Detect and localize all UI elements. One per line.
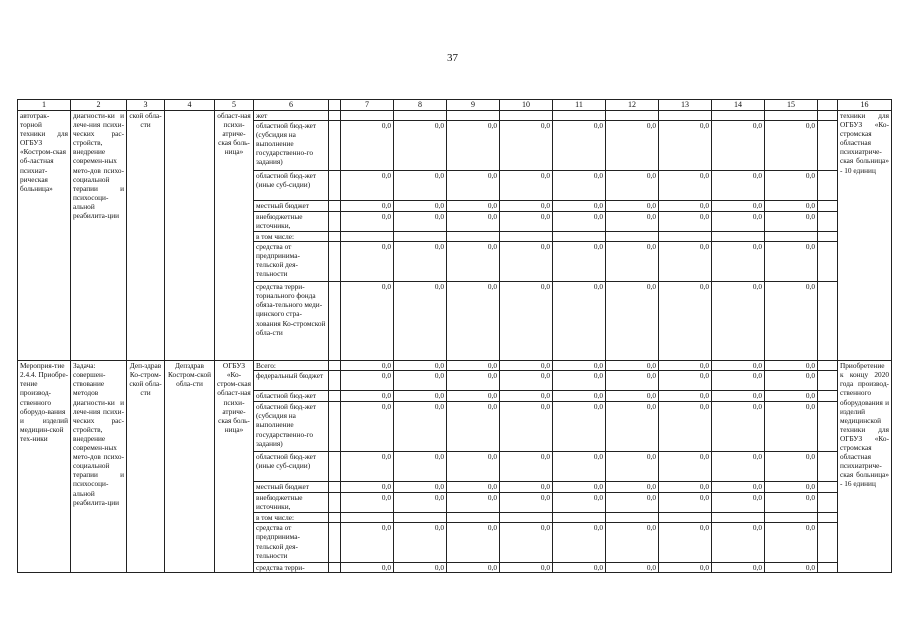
column-header: 6 [254,100,329,111]
value-cell: 0,0 [447,523,500,563]
value-cell: 0,0 [394,201,447,212]
spacer-cell [329,402,341,452]
value-cell: 0,0 [659,121,712,171]
column-header: 13 [659,100,712,111]
task-cell: Задача: совершен-ствование методов диагности-ки и лече-ния психи-ческих рас-стройств, внедрение современ-ных мето-дов психо-социальной терапии и психосоци-альной реабилита-ции [71,361,127,573]
value-cell: 0,0 [394,482,447,493]
value-cell: 0,0 [765,452,818,482]
funding-source-cell: областной бюд-жет (иные суб-сидии) [254,452,329,482]
value-cell: 0,0 [500,391,553,402]
value-cell: 0,0 [394,452,447,482]
table-row [18,111,892,121]
value-cell: 0,0 [606,282,659,361]
value-cell: 0,0 [341,482,394,493]
value-cell [712,111,765,121]
value-cell: 0,0 [341,452,394,482]
spacer-cell [818,201,838,212]
value-cell: 0,0 [765,212,818,232]
column-header: 4 [165,100,215,111]
coordinator-cell: Деп-здрав Ко-стром-ской обла-сти [127,361,165,573]
value-cell: 0,0 [659,201,712,212]
value-cell: 0,0 [553,121,606,171]
value-cell: 0,0 [712,212,765,232]
value-cell: 0,0 [394,563,447,573]
value-cell [606,111,659,121]
column-header: 15 [765,100,818,111]
value-cell [500,513,553,523]
value-cell: 0,0 [447,242,500,282]
funding-source-cell: средства от предпринима-тельской дея-тельности [254,523,329,563]
value-cell: 0,0 [341,391,394,402]
funding-source-cell: в том числе: [254,232,329,242]
value-cell [712,513,765,523]
value-cell: 0,0 [341,371,394,391]
spacer-cell [329,482,341,493]
value-cell [659,111,712,121]
value-cell: 0,0 [712,361,765,371]
value-cell [553,232,606,242]
column-header: 1 [18,100,71,111]
value-cell: 0,0 [341,361,394,371]
value-cell: 0,0 [553,171,606,201]
funding-source-cell: средства от предпринима-тельской дея-тельности [254,242,329,282]
value-cell: 0,0 [712,242,765,282]
value-cell [765,513,818,523]
funding-source-cell: внебюджетные источники, [254,493,329,513]
spacer-cell [818,361,838,371]
funding-source-cell: средства терри- [254,563,329,573]
value-cell: 0,0 [394,361,447,371]
value-cell: 0,0 [765,402,818,452]
value-cell [341,111,394,121]
value-cell: 0,0 [500,371,553,391]
value-cell: 0,0 [659,402,712,452]
value-cell [659,513,712,523]
value-cell: 0,0 [606,493,659,513]
spacer-cell [329,242,341,282]
value-cell: 0,0 [341,201,394,212]
spacer-cell [329,361,341,371]
value-cell: 0,0 [712,402,765,452]
spacer-cell [329,523,341,563]
value-cell: 0,0 [659,371,712,391]
value-cell [447,513,500,523]
value-cell: 0,0 [765,563,818,573]
value-cell: 0,0 [659,282,712,361]
value-cell [765,111,818,121]
value-cell: 0,0 [447,201,500,212]
value-cell: 0,0 [765,391,818,402]
value-cell: 0,0 [500,523,553,563]
value-cell: 0,0 [553,212,606,232]
value-cell: 0,0 [447,482,500,493]
funding-source-cell: Всего: [254,361,329,371]
value-cell: 0,0 [341,242,394,282]
column-header: 5 [215,100,254,111]
value-cell: 0,0 [659,563,712,573]
value-cell: 0,0 [606,482,659,493]
value-cell: 0,0 [606,391,659,402]
funding-source-cell: областной бюд-жет (субсидия на выполнение государственно-го задания) [254,402,329,452]
value-cell: 0,0 [606,361,659,371]
table-row [18,361,892,371]
value-cell [606,232,659,242]
value-cell [553,111,606,121]
institution-cell: област-ная психи-атриче-ская боль-ница» [215,111,254,361]
value-cell: 0,0 [606,402,659,452]
value-cell: 0,0 [606,563,659,573]
column-header: 10 [500,100,553,111]
value-cell: 0,0 [341,282,394,361]
value-cell: 0,0 [394,121,447,171]
spacer-cell [818,563,838,573]
result-cell: Приобретение к концу 2020 года производ-ственного оборудования и изделий медицинской техники для ОГБУЗ «Ко-стромская областная психиатриче-ская больница» - 16 единиц [838,361,892,573]
column-header [329,100,341,111]
value-cell [341,232,394,242]
value-cell: 0,0 [765,361,818,371]
activity-name-cell: автотрак-торной техники для ОГБУЗ «Костром-ская об-ластная психиат-рическая больница» [18,111,71,361]
spacer-cell [818,493,838,513]
value-cell: 0,0 [659,482,712,493]
value-cell: 0,0 [553,402,606,452]
value-cell: 0,0 [659,242,712,282]
value-cell: 0,0 [553,452,606,482]
value-cell [553,513,606,523]
budget-table [17,99,892,573]
value-cell: 0,0 [341,212,394,232]
activity-name-cell: Мероприя-тие 2.4.4. Приобре-тение производ-ственного оборудо-вания и изделий медицин-ской тех-ники [18,361,71,573]
value-cell: 0,0 [659,391,712,402]
column-header [818,100,838,111]
value-cell: 0,0 [606,242,659,282]
value-cell: 0,0 [500,563,553,573]
value-cell: 0,0 [712,482,765,493]
value-cell: 0,0 [341,402,394,452]
value-cell: 0,0 [447,493,500,513]
value-cell: 0,0 [447,121,500,171]
value-cell: 0,0 [447,171,500,201]
value-cell: 0,0 [712,452,765,482]
value-cell: 0,0 [606,371,659,391]
value-cell: 0,0 [553,563,606,573]
spacer-cell [329,201,341,212]
spacer-cell [818,482,838,493]
value-cell: 0,0 [765,493,818,513]
value-cell: 0,0 [500,402,553,452]
value-cell: 0,0 [553,361,606,371]
value-cell: 0,0 [712,563,765,573]
value-cell: 0,0 [500,242,553,282]
value-cell: 0,0 [606,452,659,482]
value-cell: 0,0 [659,361,712,371]
value-cell: 0,0 [765,242,818,282]
spacer-cell [329,121,341,171]
funding-source-cell: местный бюджет [254,482,329,493]
column-header: 9 [447,100,500,111]
column-header: 2 [71,100,127,111]
column-header: 7 [341,100,394,111]
funding-source-cell: областной бюд-жет (иные суб-сидии) [254,171,329,201]
spacer-cell [818,111,838,121]
value-cell [606,513,659,523]
value-cell: 0,0 [553,201,606,212]
value-cell: 0,0 [606,523,659,563]
value-cell [341,513,394,523]
value-cell: 0,0 [447,452,500,482]
funding-source-cell: областной бюд-жет (субсидия на выполнение государственно-го задания) [254,121,329,171]
value-cell: 0,0 [341,171,394,201]
value-cell [447,111,500,121]
spacer-cell [329,111,341,121]
value-cell: 0,0 [712,121,765,171]
value-cell: 0,0 [553,523,606,563]
value-cell: 0,0 [765,371,818,391]
funding-source-cell: жет [254,111,329,121]
value-cell: 0,0 [606,201,659,212]
value-cell [500,232,553,242]
value-cell: 0,0 [606,212,659,232]
spacer-cell [818,391,838,402]
value-cell: 0,0 [500,361,553,371]
value-cell: 0,0 [765,201,818,212]
value-cell: 0,0 [394,171,447,201]
spacer-cell [329,212,341,232]
value-cell: 0,0 [659,171,712,201]
value-cell: 0,0 [341,523,394,563]
funding-source-cell: областной бюд-жет [254,391,329,402]
value-cell: 0,0 [394,282,447,361]
value-cell: 0,0 [447,371,500,391]
value-cell: 0,0 [500,452,553,482]
executor-cell: Депздрав Костром-ской обла-сти [165,361,215,573]
spacer-cell [329,232,341,242]
value-cell: 0,0 [341,493,394,513]
value-cell: 0,0 [394,402,447,452]
value-cell: 0,0 [447,391,500,402]
column-header: 12 [606,100,659,111]
value-cell: 0,0 [765,171,818,201]
value-cell: 0,0 [712,201,765,212]
value-cell: 0,0 [500,212,553,232]
value-cell: 0,0 [712,282,765,361]
value-cell: 0,0 [447,402,500,452]
task-cell: диагности-ки и лече-ния психи-ческих рас-стройств, внедрение современ-ных мето-дов психо-социальной терапии и психосоци-альной реабилита-ции [71,111,127,361]
value-cell [500,111,553,121]
value-cell: 0,0 [447,563,500,573]
value-cell: 0,0 [394,523,447,563]
value-cell: 0,0 [447,361,500,371]
header-row [18,100,892,111]
institution-cell: ОГБУЗ «Ко-стром-ская област-ная психи-атриче-ская боль-ница» [215,361,254,573]
column-header: 11 [553,100,606,111]
value-cell: 0,0 [765,282,818,361]
spacer-cell [329,282,341,361]
spacer-cell [329,563,341,573]
value-cell: 0,0 [606,121,659,171]
value-cell: 0,0 [712,171,765,201]
value-cell [765,232,818,242]
funding-source-cell: местный бюджет [254,201,329,212]
value-cell: 0,0 [553,493,606,513]
spacer-cell [329,371,341,391]
column-header: 8 [394,100,447,111]
value-cell: 0,0 [500,201,553,212]
value-cell [394,111,447,121]
spacer-cell [818,371,838,391]
value-cell: 0,0 [765,482,818,493]
value-cell: 0,0 [394,371,447,391]
value-cell: 0,0 [394,391,447,402]
value-cell [447,232,500,242]
spacer-cell [818,121,838,171]
funding-source-cell: внебюджетные источники, [254,212,329,232]
value-cell: 0,0 [341,563,394,573]
column-header: 3 [127,100,165,111]
value-cell: 0,0 [500,482,553,493]
spacer-cell [329,452,341,482]
spacer-cell [329,391,341,402]
value-cell: 0,0 [447,282,500,361]
executor-cell [165,111,215,361]
funding-source-cell: в том числе: [254,513,329,523]
value-cell: 0,0 [500,282,553,361]
value-cell: 0,0 [500,493,553,513]
value-cell: 0,0 [553,282,606,361]
value-cell: 0,0 [659,493,712,513]
value-cell: 0,0 [659,452,712,482]
value-cell: 0,0 [341,121,394,171]
value-cell: 0,0 [712,391,765,402]
column-header: 14 [712,100,765,111]
spacer-cell [818,452,838,482]
value-cell: 0,0 [553,391,606,402]
value-cell: 0,0 [765,121,818,171]
page-number: 37 [447,52,458,64]
coordinator-cell: ской обла-сти [127,111,165,361]
spacer-cell [329,493,341,513]
value-cell: 0,0 [659,523,712,563]
value-cell: 0,0 [659,212,712,232]
value-cell: 0,0 [553,482,606,493]
value-cell: 0,0 [394,242,447,282]
funding-source-cell: федеральный бюджет [254,371,329,391]
value-cell: 0,0 [500,171,553,201]
value-cell: 0,0 [394,212,447,232]
value-cell: 0,0 [712,371,765,391]
value-cell [394,513,447,523]
value-cell [394,232,447,242]
spacer-cell [818,242,838,282]
value-cell: 0,0 [606,171,659,201]
value-cell [712,232,765,242]
value-cell: 0,0 [712,523,765,563]
spacer-cell [329,171,341,201]
spacer-cell [818,232,838,242]
value-cell: 0,0 [553,371,606,391]
column-header: 16 [838,100,892,111]
value-cell [659,232,712,242]
spacer-cell [818,402,838,452]
spacer-cell [818,523,838,563]
spacer-cell [818,513,838,523]
value-cell: 0,0 [765,523,818,563]
spacer-cell [818,212,838,232]
value-cell: 0,0 [500,121,553,171]
value-cell: 0,0 [447,212,500,232]
value-cell: 0,0 [553,242,606,282]
result-cell: техники для ОГБУЗ «Ко-стромская областная психиатриче-ская больница» - 10 единиц [838,111,892,361]
value-cell: 0,0 [394,493,447,513]
value-cell: 0,0 [712,493,765,513]
spacer-cell [818,282,838,361]
funding-source-cell: средства терри-ториального фонда обяза-тельного меди-цинского стра-хования Ко-стромской обла-сти [254,282,329,361]
spacer-cell [329,513,341,523]
spacer-cell [818,171,838,201]
